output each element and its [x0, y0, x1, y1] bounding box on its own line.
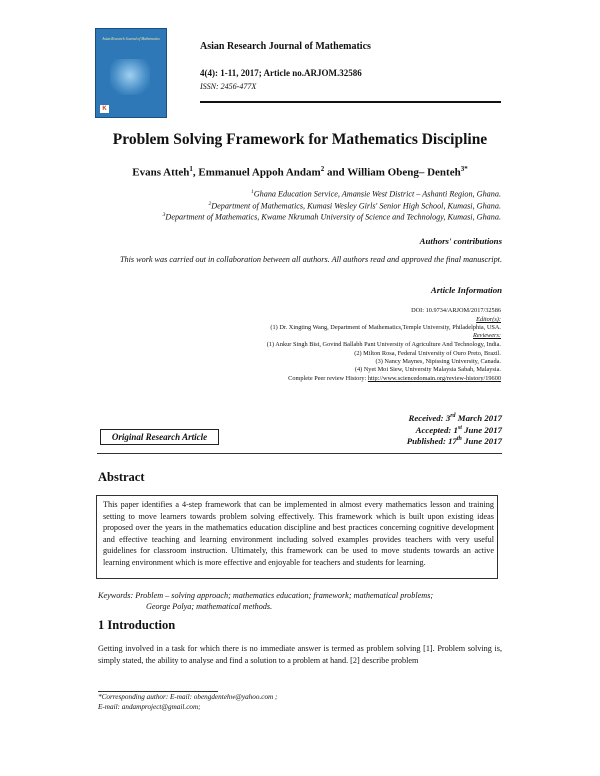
affiliation: $^1$Ghana Education Service, Amansie West District – Ashanti Region, Ghana. — [250, 189, 501, 199]
peer-review-link[interactable]: http://www.sciencedomain.org/review-history/19600 — [367, 375, 501, 382]
author-list — [0, 165, 600, 179]
cover-title: Asian Research Journal of Mathematics — [102, 37, 160, 41]
author-name: Emmanuel Appoh Andam — [198, 166, 321, 179]
author-affil-mark: 1 — [189, 165, 193, 173]
editors-label: Editor(s): — [476, 316, 501, 323]
author-separator: , — [192, 166, 199, 179]
published-date: Published: 17th June 2017 — [406, 436, 502, 446]
footnote-rule — [98, 691, 218, 692]
journal-cover-image — [95, 28, 167, 118]
reviewer-entry: (4) Nyet Moi Siew, University Malaysia Sabah, Malaysia. — [354, 366, 501, 373]
peer-review-history: Complete Peer review History: http://www.sciencedomain.org/review-history/19600 — [288, 375, 501, 382]
footnote-email: E-mail: andamproject@gmail.com; — [98, 703, 201, 711]
received-date: Received: 3rd March 2017 — [408, 413, 502, 423]
journal-name: Asian Research Journal of Mathematics — [200, 41, 371, 52]
keywords-line: Keywords: Problem – solving approach; mathematics education; framework; mathematical problems; — [98, 591, 434, 600]
article-type-badge: Original Research Article — [100, 429, 219, 445]
affiliation: $^2$Department of Mathematics, Kumasi Wesley Girls' Senior High School, Kumasi, Ghana. — [208, 201, 501, 211]
footnote-corresponding: *Corresponding author: E-mail: obengdentehw@yahoo.com ; — [98, 693, 278, 701]
paper-title: Problem Solving Framework for Mathematics Discipline — [112, 131, 488, 148]
reviewer-entry: (1) Ankur Singh Bist, Govind Ballabh Pant University of Agriculture And Technology, India. — [266, 341, 501, 348]
keywords — [98, 590, 502, 612]
doi: DOI: 10.9734/ARJOM/2017/32586 — [411, 307, 501, 314]
header-rule — [200, 101, 501, 103]
reviewer-entry: (3) Nancy Maynes, Nipissing University, Canada. — [375, 358, 501, 365]
affiliation: $^3$Department of Mathematics, Kwame Nkrumah University of Science and Technology, Kumasi, Ghana. — [162, 212, 501, 222]
keywords-line: George Polya; mathematical methods. — [146, 602, 273, 611]
reviewer-entry: (2) Milton Rosa, Federal University of Ouro Preto, Brazil. — [354, 350, 501, 357]
author-affil-mark: 3* — [460, 165, 468, 173]
editor-entry: (1) Dr. Xingting Wang, Department of Mathematics,Temple University, Philadelphia, USA. — [270, 324, 501, 331]
journal-issn: ISSN: 2456-477X — [200, 82, 257, 91]
accepted-date: Accepted: 1st June 2017 — [415, 425, 502, 435]
journal-volume: 4(4): 1-11, 2017; Article no.ARJOM.32586 — [200, 68, 362, 78]
contributions-text: This work was carried out in collaboration between all authors. All authors read and approved the final manuscript. — [119, 255, 502, 264]
author-name: William Obeng– Denteh — [347, 166, 461, 179]
author-name: Evans Atteh — [132, 166, 190, 179]
article-info-heading: Article Information — [430, 285, 502, 295]
introduction-heading: 1 Introduction — [98, 618, 176, 632]
author-separator: and — [324, 166, 348, 179]
abstract-text: This paper identifies a 4-step framework that can be implemented in almost every mathematics lesson and training setting to move learners towards problem solving effectively. This framework which is built upon existing ideas proposed over the years in the mathematics education discipline and best practices concerning cognitive development and effective teaching and learning environment including solved examples provides teachers with very useful guidelines for classroom instruction. Ultimately, this framework can be used to move students towards an active learning environment which is more effective and enjoyable for teachers and students for learning. — [96, 495, 498, 579]
contributions-heading: Authors' contributions — [419, 236, 502, 246]
reviewers-label: Reviewers: — [473, 332, 501, 339]
publisher-logo-icon: K — [100, 105, 109, 113]
introduction-text: Getting involved in a task for which there is no immediate answer is termed as problem solving [1]. Problem solving is, simply stated, the ability to analyse and find a solution to a problem at hand. [2] describe problem — [98, 644, 502, 665]
cover-artwork — [110, 59, 150, 95]
author-affil-mark: 2 — [320, 165, 325, 173]
abstract-heading: Abstract — [98, 470, 145, 484]
section-divider — [97, 453, 502, 454]
